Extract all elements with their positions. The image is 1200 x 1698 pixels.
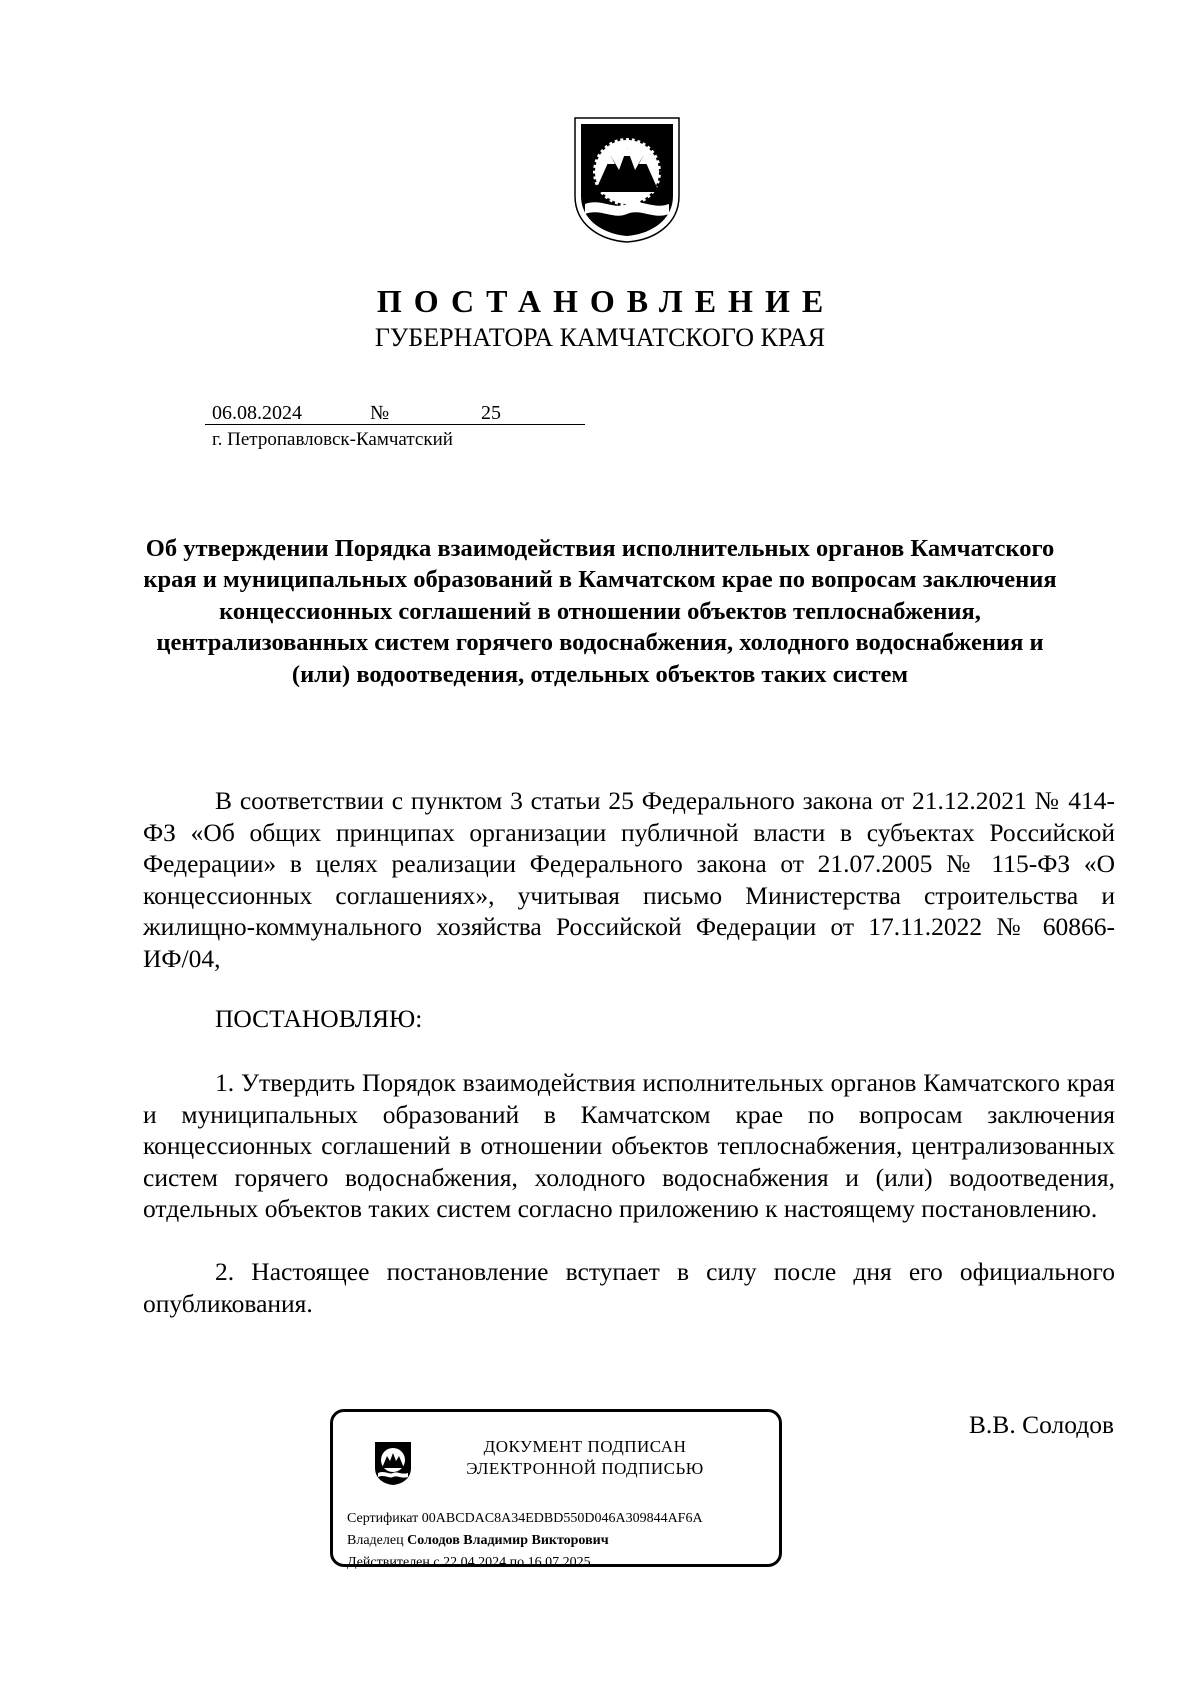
stamp-owner [347, 1532, 609, 1550]
item-1-paragraph: 1. Утвердить Порядок взаимодействия исполнительных органов Камчатского края и муниципальных образований в Камчатском крае по вопросам заключения концессионных соглашений в отношении объектов теплоснабжения, централизованных систем горячего водоснабжения, холодного водоснабжения и (или) водоотведения, отдельных объектов таких систем согласно приложению к настоящему постановлению. [143, 1068, 1115, 1224]
document-type-title: ПОСТАНОВЛЕНИЕ [376, 283, 836, 319]
item-2-paragraph: 2. Настоящее постановление вступает в силу после дня его официального опубликования. [143, 1257, 1115, 1318]
document-number: 25 [481, 402, 501, 424]
certificate-value: 00ABCDAC8A34EDBD550D046A309844AF6A [421, 1511, 703, 1526]
valid-from: 22.04.2024 [443, 1555, 507, 1570]
signer-name: В.В. Солодов [968, 1410, 1114, 1439]
valid-to: 16.07.2025 [527, 1555, 591, 1570]
stamp-emblem-icon [373, 1440, 413, 1486]
certificate-label: Сертификат [347, 1511, 419, 1526]
preamble-paragraph: В соответствии с пунктом 3 статьи 25 Федерального закона от 21.12.2021 № 414-ФЗ «Об общих принципах организации публичной власти в субъектах Российской Федерации» в целях реализации Федерального закона от 21.07.2005 № 115-ФЗ «О концессионных соглашениях», учитывая письмо Министерства строительства и жилищно-коммунального хозяйства Российской Федерации от 17.11.2022 № 60866-ИФ/04, [143, 786, 1115, 973]
owner-label: Владелец [347, 1533, 404, 1548]
valid-label: Действителен с [347, 1555, 440, 1570]
valid-to-label: по [509, 1555, 525, 1570]
document-place: г. Петропавловск-Камчатский [212, 429, 453, 450]
stamp-validity [347, 1554, 591, 1572]
electronic-signature-stamp [330, 1409, 782, 1570]
stamp-heading-line-1: ДОКУМЕНТ ПОДПИСАН [483, 1437, 687, 1456]
stamp-heading [435, 1436, 735, 1480]
stamp-certificate [347, 1510, 703, 1528]
issuer-subtitle: ГУБЕРНАТОРА КАМЧАТСКОГО КРАЯ [374, 323, 826, 352]
document-date: 06.08.2024 [212, 402, 302, 424]
resolve-word: ПОСТАНОВЛЯЮ: [215, 1004, 423, 1033]
registration-underline [205, 424, 585, 425]
document-heading: Об утверждении Порядка взаимодействия исполнительных органов Камчатского края и муниципальных образований в Камчатском крае по вопросам заключения концессионных соглашений в отношении объектов теплоснабжения, централизованных систем горячего водоснабжения, холодного водоснабжения и (или) водоотведения, отдельных объектов таких систем [143, 535, 1057, 688]
number-sign: № [370, 402, 390, 424]
coat-of-arms-icon [571, 114, 683, 244]
owner-value: Солодов Владимир Викторович [407, 1533, 609, 1548]
stamp-heading-line-2: ЭЛЕКТРОННОЙ ПОДПИСЬЮ [466, 1459, 704, 1478]
